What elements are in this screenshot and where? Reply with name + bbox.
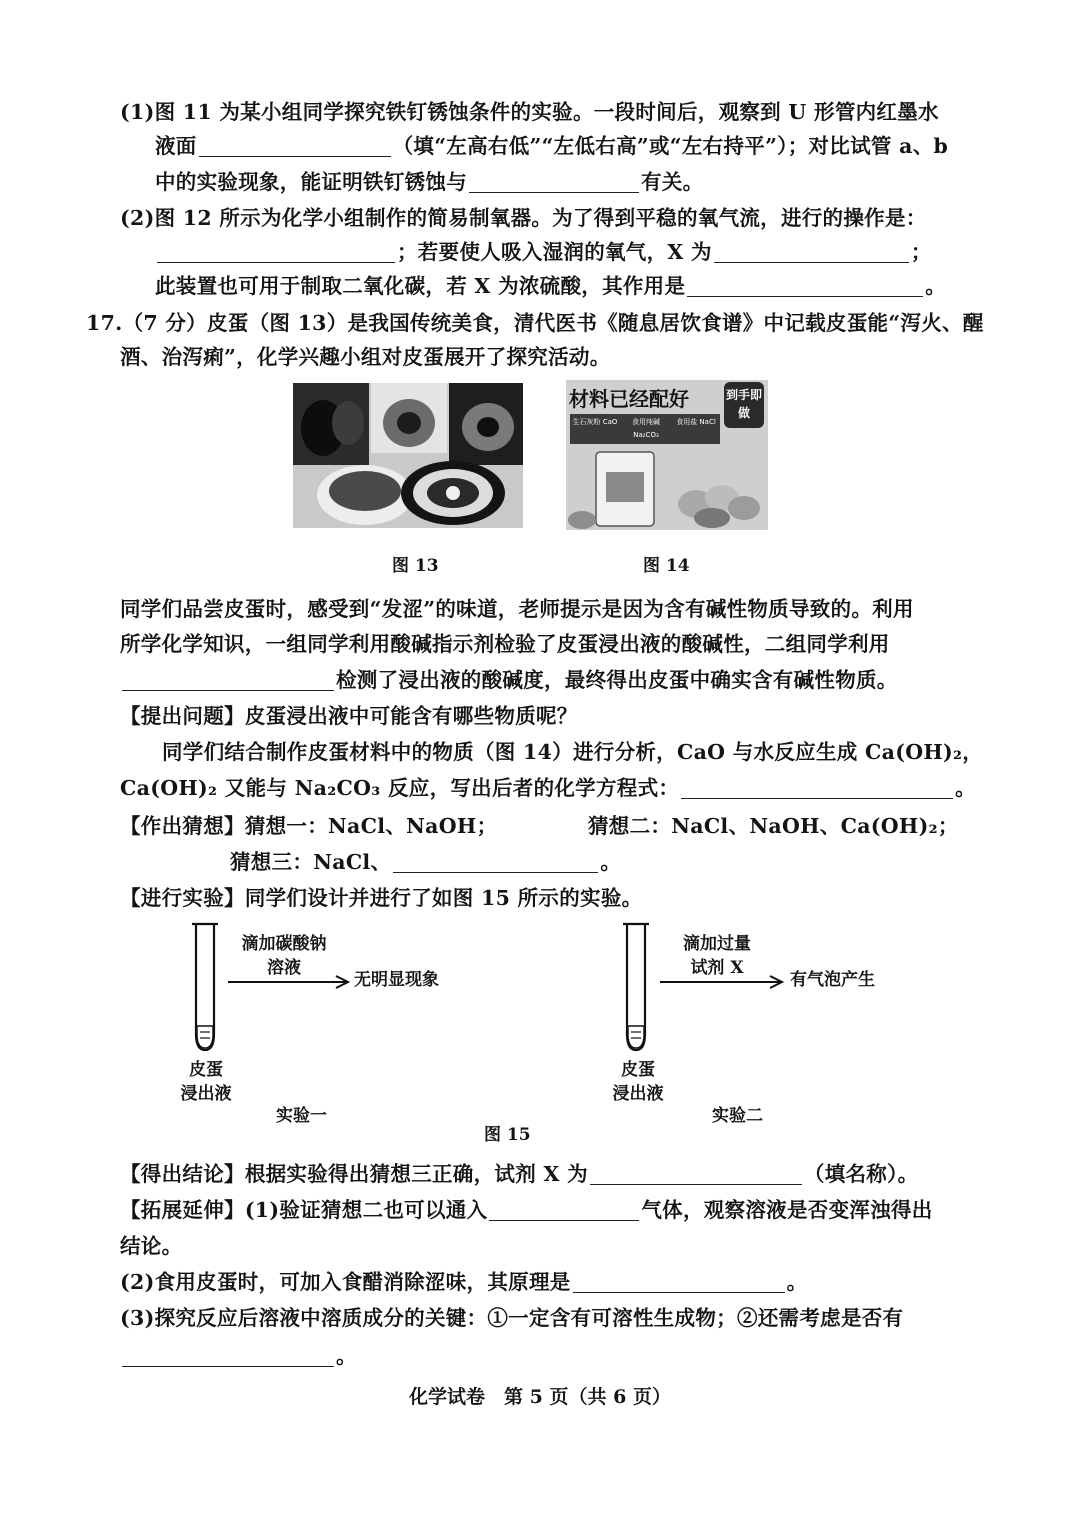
text: ；若要使人吸入湿润的氧气，X 为 (397, 240, 712, 264)
answer-blank[interactable] (714, 242, 909, 263)
extension-line1-cont: 结论。 (120, 1234, 183, 1258)
text: 猜想一：NaCl、NaOH； (244, 814, 498, 838)
figure-14-photo (566, 380, 768, 530)
q17-intro-line2: 所学化学知识，一组同学利用酸碱指示剂检验了皮蛋浸出液的酸碱性，二组同学利用 (120, 632, 890, 656)
text: 。 (955, 776, 976, 800)
text: 。 (925, 274, 947, 298)
exp1-reagent-line1: 滴加碳酸钠 (241, 934, 327, 954)
answer-blank[interactable] (573, 1272, 785, 1293)
answer-blank[interactable] (122, 670, 334, 691)
guess-three (230, 848, 621, 876)
section-tag: 【作出猜想】 (120, 814, 245, 838)
answer-blank[interactable] (590, 1164, 802, 1185)
ingredient-label: 食用纯碱 Na₂CO₃ (632, 418, 660, 439)
text: （填“左高右低”“左低右高”或“左右持平”）；对比试管 a、b (392, 134, 949, 158)
text: 中的实验现象，能证明铁钉锈蚀与 (155, 170, 467, 194)
exp2-tube-label-line1: 皮蛋 (621, 1060, 655, 1080)
text: 液面 (155, 134, 197, 158)
answer-blank[interactable] (122, 1346, 334, 1367)
extension-line2 (120, 1268, 807, 1296)
figure-13-photo (293, 383, 523, 528)
q16-part1-line2 (155, 132, 948, 160)
answer-blank[interactable] (681, 778, 953, 799)
section-tag: 【得出结论】 (120, 1162, 245, 1186)
q16-part2-line3 (155, 272, 946, 300)
text: Ca(OH)₂ 又能与 Na₂CO₃ 反应，写出后者的化学方程式： (120, 776, 680, 800)
conclusion-line (120, 1160, 918, 1188)
q16-part2-line2 (155, 238, 932, 266)
text: 。 (600, 850, 622, 874)
answer-blank[interactable] (393, 852, 598, 873)
q17-intro-line1: 同学们品尝皮蛋时，感受到“发涩”的味道，老师提示是因为含有碱性物质导致的。利用 (120, 597, 914, 621)
section-tag: 【提出问题】 (120, 704, 245, 728)
text: 皮蛋浸出液中可能含有哪些物质呢？ (244, 704, 578, 728)
ask-question (120, 702, 578, 730)
analysis-line1: 同学们结合制作皮蛋材料中的物质（图 14）进行分析，CaO 与水反应生成 Ca(OH)₂， (162, 740, 984, 764)
answer-blank[interactable] (157, 242, 395, 263)
answer-blank[interactable] (199, 136, 391, 157)
exp1-tube-label-line1: 皮蛋 (189, 1060, 223, 1080)
test-tube-icon (192, 924, 218, 1050)
text: ； (910, 240, 932, 264)
exp2-name: 实验二 (712, 1106, 763, 1126)
figure-14-caption: 图 14 (643, 556, 690, 576)
analysis-line2 (120, 774, 976, 802)
test-tube-icon (623, 924, 649, 1050)
q17-intro-line3 (120, 666, 898, 694)
guess-line1 (120, 812, 497, 840)
banner-text: 材料已经配好 (569, 387, 689, 411)
text: 。 (786, 1270, 808, 1294)
exp1-tube-label-line2: 浸出液 (180, 1084, 232, 1104)
answer-blank[interactable] (489, 1200, 639, 1221)
guess-two: 猜想二：NaCl、NaOH、Ca(OH)₂； (588, 814, 959, 838)
exp1-name: 实验一 (276, 1106, 327, 1126)
exp1-result: 无明显现象 (354, 970, 439, 990)
exp2-reagent-line2: 试剂 X (690, 958, 744, 978)
text: 检测了浸出液的酸碱度，最终得出皮蛋中确实含有碱性物质。 (336, 668, 898, 692)
ingredient-bag-icon (566, 446, 768, 530)
q16-part2-line1: (2)图 12 所示为化学小组制作的简易制氧器。为了得到平稳的氧气流，进行的操作是： (120, 206, 927, 230)
section-tag: 【进行实验】 (120, 886, 245, 910)
preserved-egg-photo-icon (293, 383, 523, 528)
extension-line3-cont (120, 1342, 357, 1370)
ingredient-strip (570, 414, 720, 444)
page-footer: 化学试卷 第 5 页（共 6 页） (409, 1386, 671, 1408)
text: 有关。 (641, 170, 704, 194)
ingredient-label: 生石灰粉 CaO (572, 418, 618, 426)
q17-line2: 酒、治泻痢”，化学兴趣小组对皮蛋展开了探究活动。 (120, 345, 611, 369)
text: 同学们设计并进行了如图 15 所示的实验。 (244, 886, 643, 910)
text: (2)食用皮蛋时，可加入食醋消除涩味，其原理是 (120, 1270, 571, 1294)
answer-blank[interactable] (687, 276, 923, 297)
text: 。 (336, 1344, 357, 1368)
experiment-intro (120, 884, 642, 912)
figure-13-caption: 图 13 (392, 556, 439, 576)
text: (1)验证猜想二也可以通入 (244, 1198, 488, 1222)
figure-15-caption: 图 15 (484, 1125, 531, 1145)
exp1-reagent-line2: 溶液 (267, 958, 301, 978)
exp2-reagent-line1: 滴加过量 (683, 934, 751, 954)
text: 气体，观察溶液是否变浑浊得出 (641, 1198, 933, 1222)
exp2-result: 有气泡产生 (790, 970, 875, 990)
text: （填名称）。 (803, 1162, 919, 1186)
exp2-tube-label-line2: 浸出液 (612, 1084, 664, 1104)
q17-line1: 17.（7 分）皮蛋（图 13）是我国传统美食，清代医书《随息居饮食谱》中记载皮蛋能“泻火、醒 (86, 311, 984, 335)
extension-line3: (3)探究反应后溶液中溶质成分的关键：①一定含有可溶性生成物；②还需考虑是否有 (120, 1306, 904, 1330)
section-tag: 【拓展延伸】 (120, 1198, 245, 1222)
badge-text: 到手即做 (724, 382, 764, 428)
q16-part1-line3 (155, 168, 703, 196)
text: 猜想三：NaCl、 (230, 850, 392, 874)
text: 此装置也可用于制取二氧化碳，若 X 为浓硫酸，其作用是 (155, 274, 686, 298)
text: 根据实验得出猜想三正确，试剂 X 为 (244, 1162, 588, 1186)
answer-blank[interactable] (469, 172, 639, 193)
ingredient-label: 食用盐 NaCl (676, 418, 716, 426)
q16-part1-line1: (1)图 11 为某小组同学探究铁钉锈蚀条件的实验。一段时间后，观察到 U 形管内红墨水 (120, 100, 939, 124)
extension-line1 (120, 1196, 933, 1224)
